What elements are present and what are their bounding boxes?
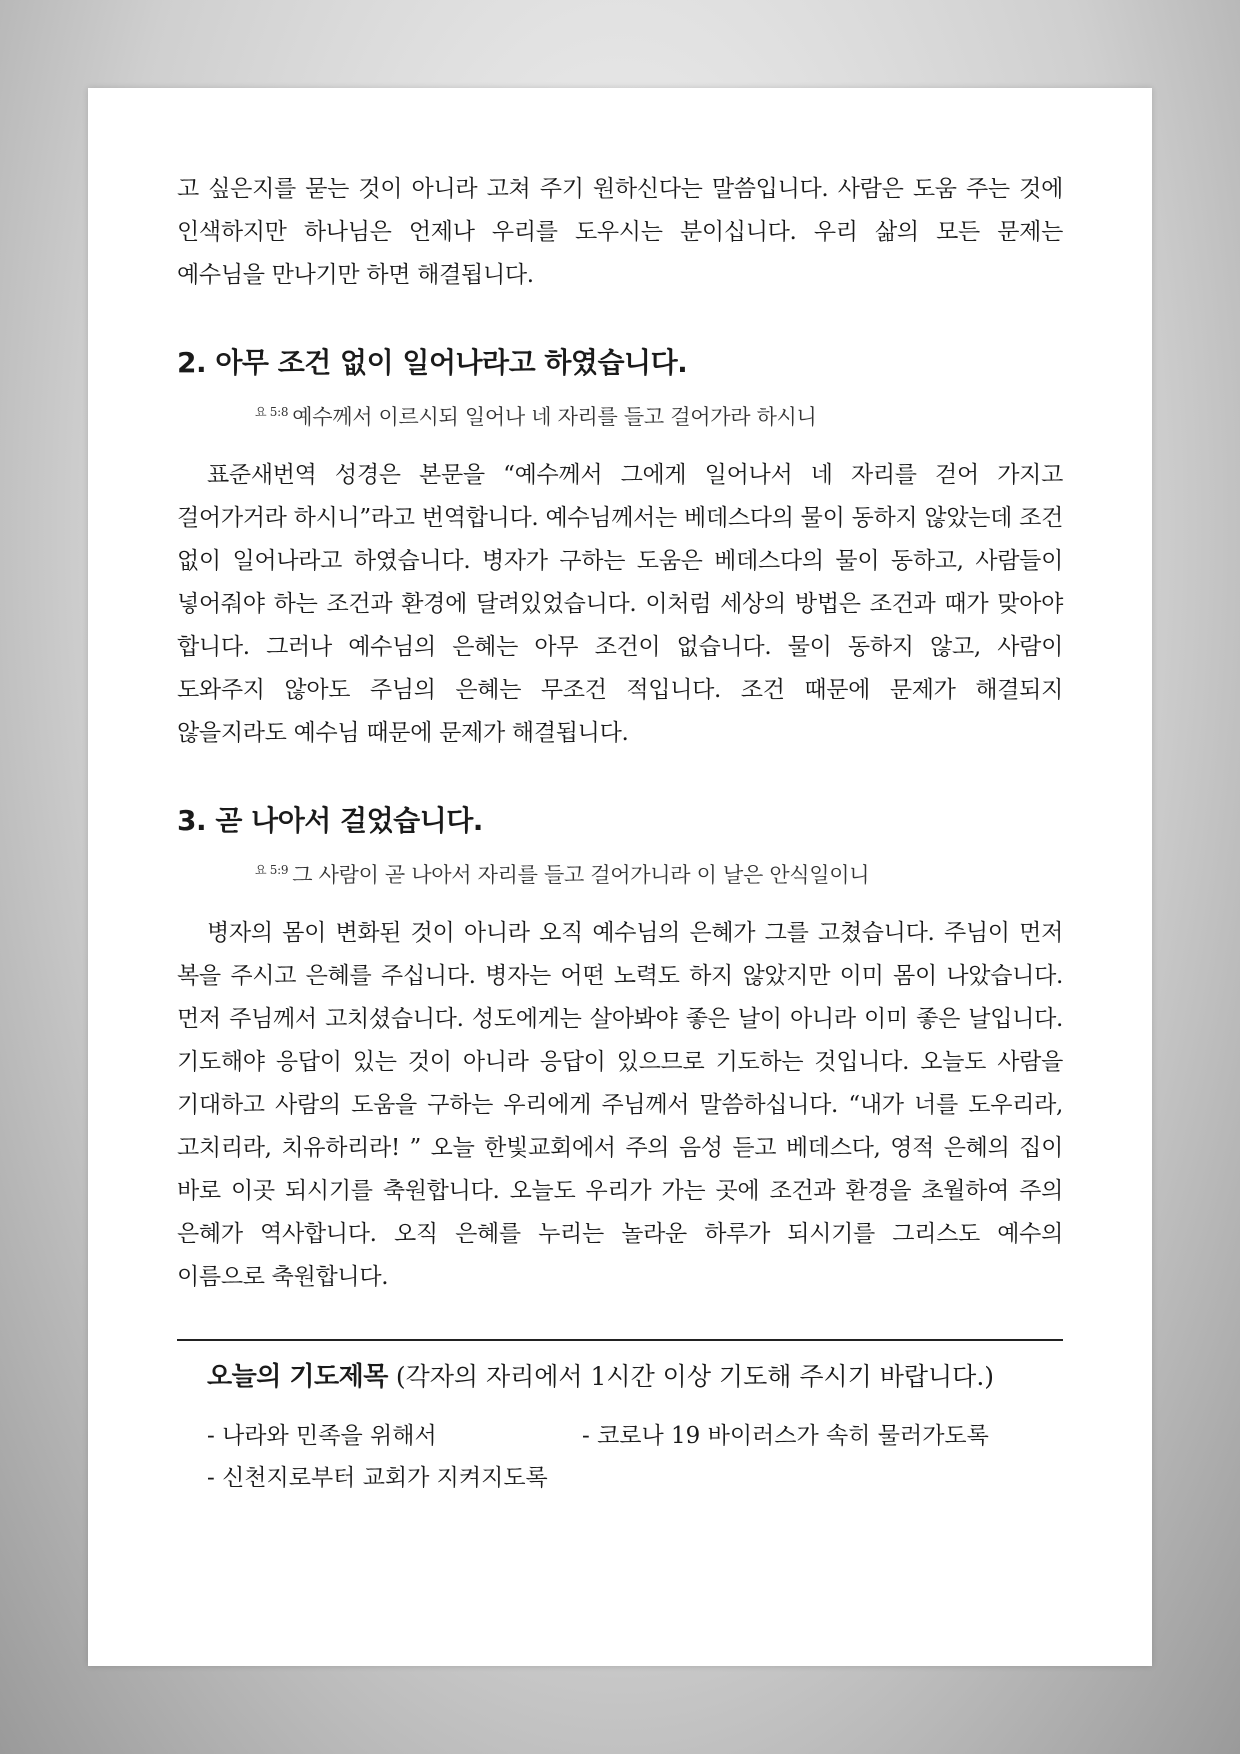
section-3-paragraph: 병자의 몸이 변화된 것이 아니라 오직 예수님의 은혜가 그를 고쳤습니다. 주님이 먼저 복을 주시고 은혜를 주십니다. 병자는 어떤 노력도 하지 않았지만 이미 몸이 나았습니다. 먼저 주님께서 고치셨습니다. 성도에게는 살아봐야 좋은 날이 아니라 이미 좋은 날입니다. 기도해야 응답이 있는 것이 아니라 응답이 있으므로 기도하는 것입니다. 오늘도 사람을 기대하고 사람의 도움을 구하는 우리에게 주님께서 말씀하십니다. “내가 너를 도우리라, 고치리라, 치유하리라! ” 오늘 한빛교회에서 주의 음성 듣고 베데스다, 영적 은혜의 집이 바로 이곳 되시기를 축원합니다. 오늘도 우리가 가는 곳에 조건과 환경을 초월하여 주의 은혜가 역사합니다. 오직 은혜를 누리는 놀라운 하루가 되시기를 그리스도 예수의 이름으로 축원합니다. (177, 920, 1063, 1290)
verse-text: 그 사람이 곧 나아서 자리를 들고 걸어가니라 이 날은 안식일이니 (292, 863, 870, 887)
prayer-list (177, 1415, 1063, 1499)
prayer-item: - 신천지로부터 교회가 지켜지도록 (207, 1465, 548, 1491)
document-page (88, 88, 1152, 1666)
verse-reference: 요 5:9 (255, 863, 289, 877)
section-3-verse (177, 855, 1063, 890)
section-2-paragraph: 표준새번역 성경은 본문을 “예수께서 그에게 일어나서 네 자리를 걷어 가지고 걸어가거라 하시니”라고 번역합니다. 예수님께서는 베데스다의 물이 동하지 않았는데 조건 없이 일어나라고 하였습니다. 병자가 구하는 도움은 베데스다의 물이 동하고, 사람들이 넣어줘야 하는 조건과 환경에 달려있었습니다. 이처럼 세상의 방법은 조건과 때가 맞아야 합니다. 그러나 예수님의 은혜는 아무 조건이 없습니다. 물이 동하지 않고, 사람이 도와주지 않아도 주님의 은혜는 무조건 적입니다. 조건 때문에 문제가 해결되지 않을지라도 예수님 때문에 문제가 해결됩니다. (177, 462, 1063, 746)
intro-paragraph: 고 싶은지를 묻는 것이 아니라 고쳐 주기 원하신다는 말씀입니다. 사람은 도움 주는 것에 인색하지만 하나님은 언제나 우리를 도우시는 분이십니다. 우리 삶의 모든 문제는 예수님을 만나기만 하면 해결됩니다. (177, 176, 1063, 288)
section-2-heading: 2. 아무 조건 없이 일어나라고 하였습니다. (177, 346, 688, 379)
page-content (177, 168, 1063, 1499)
prayer-subtitle: (각자의 자리에서 1시간 이상 기도해 주시기 바랍니다.) (395, 1362, 995, 1391)
prayer-title-label: 오늘의 기도제목 (207, 1362, 388, 1392)
section-2-verse (177, 397, 1063, 432)
prayer-title (177, 1359, 1063, 1395)
prayer-item: - 나라와 민족을 위해서 (207, 1423, 437, 1449)
verse-reference: 요 5:8 (255, 405, 289, 419)
section-3-heading: 3. 곧 나아서 걸었습니다. (177, 804, 483, 837)
verse-text: 예수께서 이르시되 일어나 네 자리를 들고 걸어가라 하시니 (292, 405, 817, 429)
prayer-item: - 코로나 19 바이러스가 속히 물러가도록 (582, 1423, 989, 1449)
